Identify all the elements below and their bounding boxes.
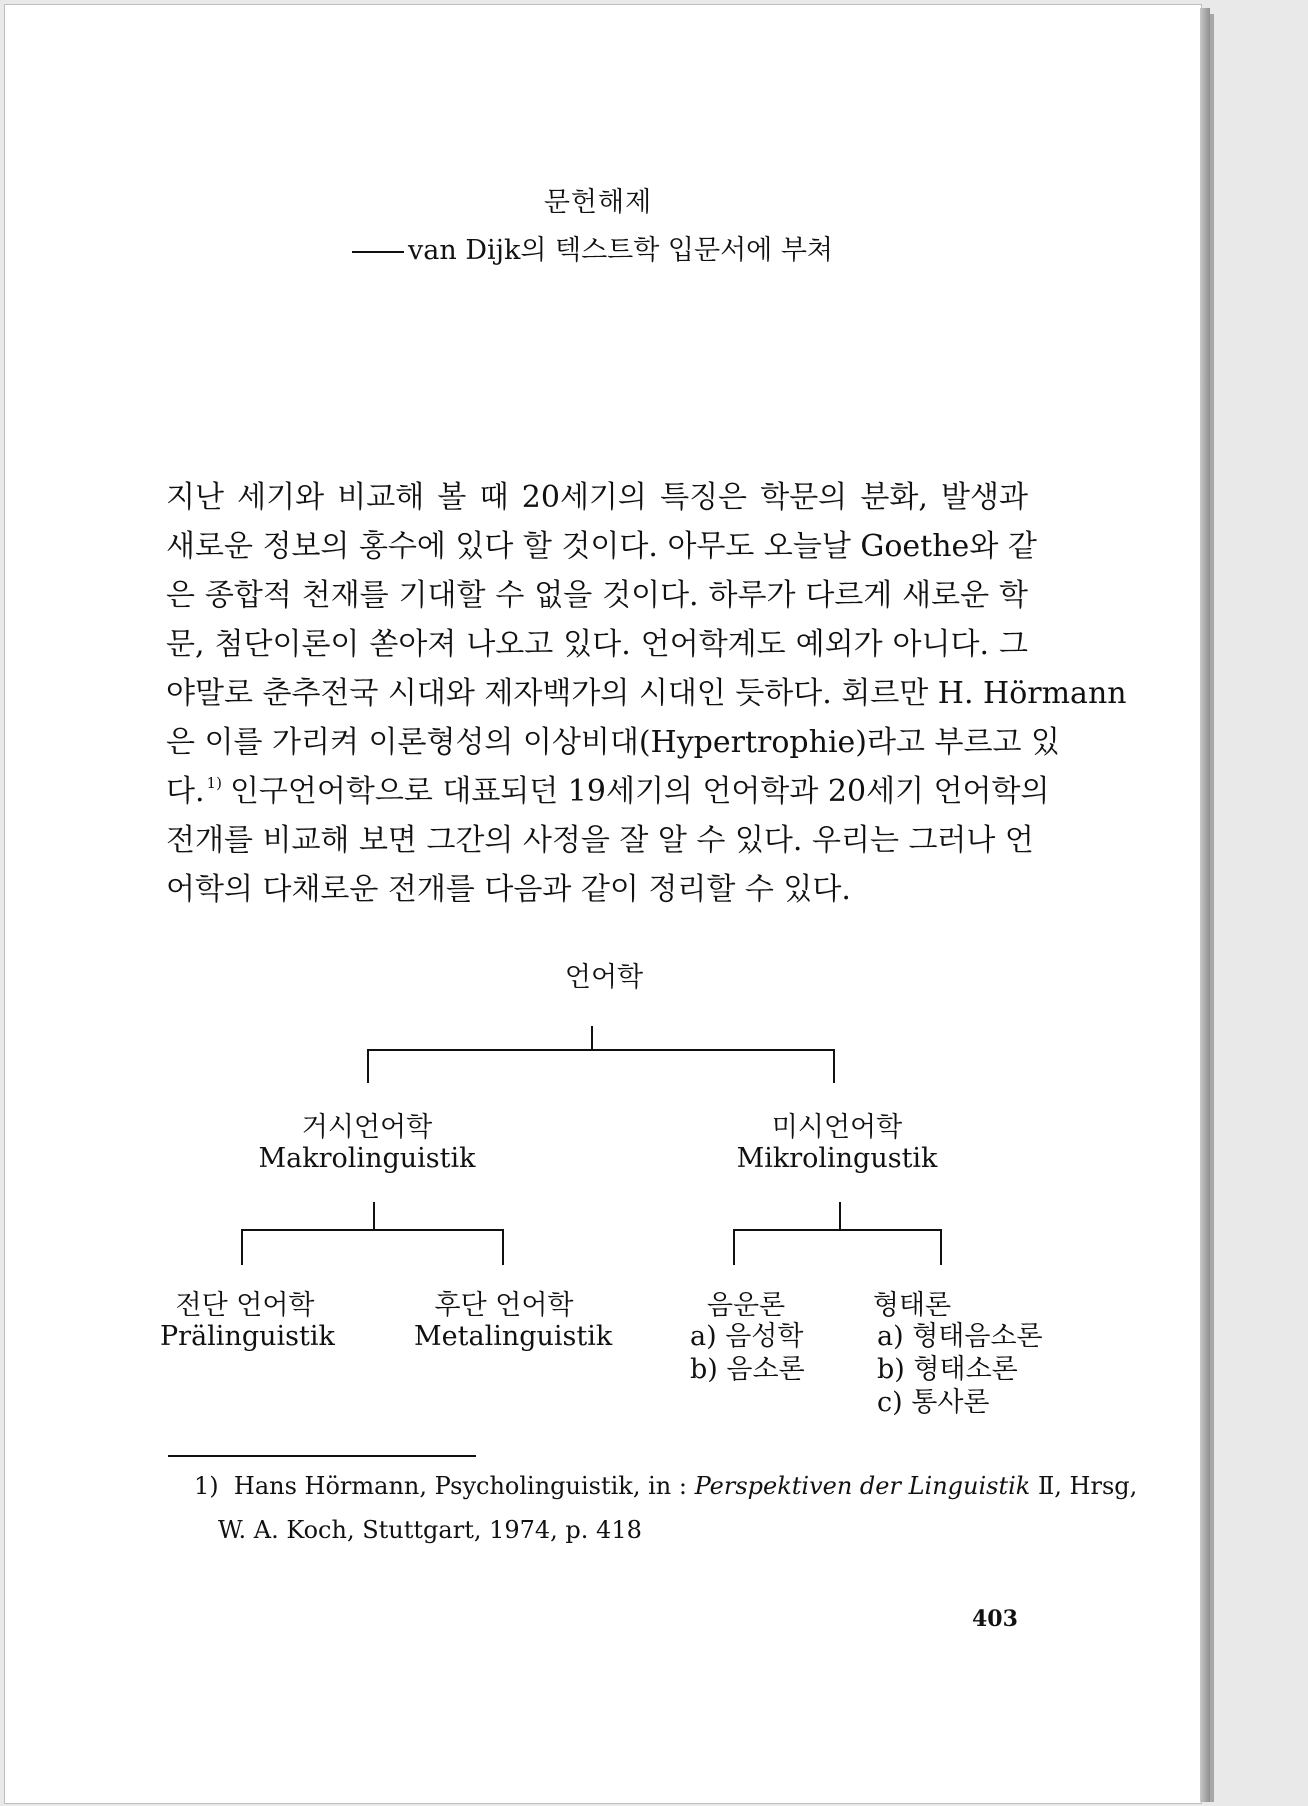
tree-connector: [373, 1202, 375, 1230]
tree-connector: [839, 1202, 841, 1230]
tree-connector: [241, 1229, 243, 1265]
footnote-title: Perspektiven der Linguistik: [694, 1472, 1031, 1500]
body-line: 은 이를 가리켜 이론형성의 이상비대(Hypertrophie)라고 부르고 있: [166, 725, 1060, 760]
footnote-line: [194, 1472, 1137, 1500]
micro-node: [702, 1112, 972, 1174]
macro-label-de: Makrolinguistik: [258, 1143, 476, 1174]
subtitle-text: van Dijk의 텍스트학 입문서에 부쳐: [408, 235, 833, 266]
micro-label-de: Mikrolingustik: [736, 1143, 938, 1174]
section-subtitle: [352, 228, 833, 267]
footnote-line-2: W. A. Koch, Stuttgart, 1974, p. 418: [218, 1516, 642, 1544]
tree-connector: [367, 1049, 835, 1051]
body-line: 은 종합적 천재를 기대할 수 없을 것이다. 하루가 다르게 새로운 학: [166, 578, 1028, 613]
morph-title: 형태론: [872, 1290, 952, 1321]
morph-item: c) 통사론: [877, 1387, 990, 1418]
morph-item: b) 형태소론: [877, 1354, 1018, 1385]
pre-node: [160, 1290, 335, 1352]
tree-connector: [367, 1049, 369, 1083]
tree-connector: [591, 1026, 593, 1050]
tree-connector: [241, 1229, 504, 1231]
footnote-marker: 1): [206, 774, 222, 792]
pre-label-ko: 전단 언어학: [175, 1290, 315, 1321]
footnote-number: 1): [194, 1472, 219, 1500]
phon-item: b) 음소론: [690, 1354, 805, 1385]
body-line-rest: 인구언어학으로 대표되던 19세기의 언어학과 20세기 언어학의: [229, 774, 1050, 809]
micro-label-ko: 미시언어학: [771, 1112, 903, 1143]
footnote-pre: Hans Hörmann, Psycholinguistik, in :: [233, 1472, 695, 1500]
footnote-rule: [168, 1455, 476, 1457]
phon-item: a) 음성학: [690, 1321, 804, 1352]
body-line: [166, 766, 1050, 810]
meta-label-ko: 후단 언어학: [434, 1290, 574, 1321]
body-line: 문, 첨단이론이 쏟아져 나오고 있다. 언어학계도 예외가 아니다. 그: [166, 627, 1028, 662]
body-line: 전개를 비교해 보면 그간의 사정을 잘 알 수 있다. 우리는 그러나 언: [166, 823, 1034, 858]
tree-connector: [833, 1049, 835, 1083]
footnote-post: Ⅱ, Hrsg,: [1030, 1472, 1138, 1500]
pre-label-de: Prälinguistik: [160, 1321, 335, 1352]
macro-node: [232, 1112, 502, 1174]
body-line-start: 다.: [166, 774, 205, 809]
body-line: 새로운 정보의 홍수에 있다 할 것이다. 아무도 오늘날 Goethe와 같: [166, 529, 1037, 564]
page-stack-edge-back: [1210, 14, 1214, 1802]
body-line: 야말로 춘추전국 시대와 제자백가의 시대인 듯하다. 회르만 H. Hörmann: [166, 676, 1127, 711]
meta-node: [414, 1290, 613, 1352]
macro-label-ko: 거시언어학: [301, 1112, 433, 1143]
tree-connector: [733, 1229, 942, 1231]
tree-root: 언어학: [564, 962, 644, 993]
meta-label-de: Metalinguistik: [414, 1321, 613, 1352]
page-stack-edge: [1200, 8, 1210, 1802]
morph-item: a) 형태음소론: [877, 1321, 1043, 1352]
body-line: 지난 세기와 비교해 볼 때 20세기의 특징은 학문의 분화, 발생과: [166, 480, 1028, 515]
page-number: 403: [972, 1606, 1018, 1632]
tree-connector: [940, 1229, 942, 1265]
section-title: 문헌해제: [543, 187, 653, 218]
tree-connector: [733, 1229, 735, 1265]
tree-connector: [502, 1229, 504, 1265]
em-dash: [352, 251, 404, 253]
body-line: 어학의 다채로운 전개를 다음과 같이 정리할 수 있다.: [166, 872, 851, 907]
phon-title: 음운론: [706, 1290, 786, 1321]
